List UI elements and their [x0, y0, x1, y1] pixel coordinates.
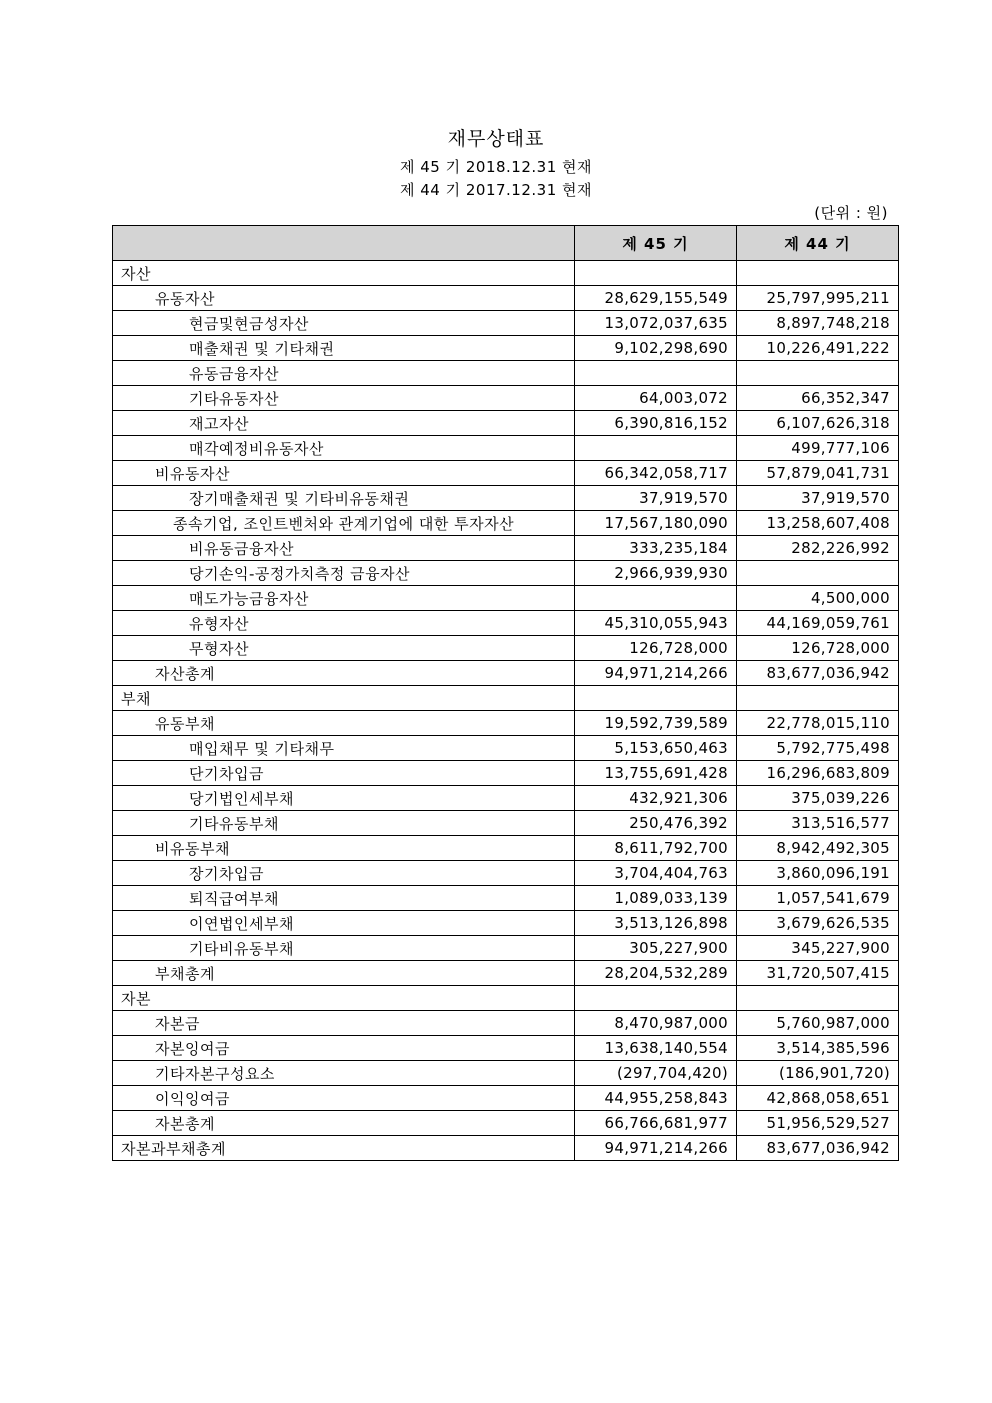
row-label: 기타비유동부채 — [113, 936, 575, 961]
row-label: 장기차입금 — [113, 861, 575, 886]
table-row — [113, 786, 899, 811]
row-value-current: 66,766,681,977 — [575, 1111, 737, 1136]
row-label: 단기차입금 — [113, 761, 575, 786]
row-label: 자본금 — [113, 1011, 575, 1036]
table-row — [113, 861, 899, 886]
row-value-current: 19,592,739,589 — [575, 711, 737, 736]
row-value-prior: 282,226,992 — [737, 536, 899, 561]
row-value-current: 1,089,033,139 — [575, 886, 737, 911]
unit-label: (단위 : 원) — [814, 204, 888, 222]
row-label: 현금및현금성자산 — [113, 311, 575, 336]
row-label: 자본 — [113, 986, 575, 1011]
row-value-prior: 3,860,096,191 — [737, 861, 899, 886]
table-body — [113, 261, 899, 1161]
document-title: 재무상태표 — [447, 128, 545, 150]
row-value-prior: 499,777,106 — [737, 436, 899, 461]
table-row — [113, 686, 899, 711]
table-row — [113, 1061, 899, 1086]
row-value-current: 333,235,184 — [575, 536, 737, 561]
period-prior: 제 44 기 2017.12.31 현재 — [399, 181, 592, 199]
row-value-prior: 5,760,987,000 — [737, 1011, 899, 1036]
row-value-prior: 3,679,626,535 — [737, 911, 899, 936]
row-value-prior: 16,296,683,809 — [737, 761, 899, 786]
row-label: 부채 — [113, 686, 575, 711]
row-label: 장기매출채권 및 기타비유동채권 — [113, 486, 575, 511]
table-row — [113, 811, 899, 836]
row-value-current: (297,704,420) — [575, 1061, 737, 1086]
table-row — [113, 1086, 899, 1111]
table-row — [113, 761, 899, 786]
row-value-prior: 37,919,570 — [737, 486, 899, 511]
row-label: 이익잉여금 — [113, 1086, 575, 1111]
row-value-current: 3,704,404,763 — [575, 861, 737, 886]
row-value-current — [575, 986, 737, 1011]
table-row — [113, 611, 899, 636]
row-label: 부채총계 — [113, 961, 575, 986]
row-value-prior: 8,897,748,218 — [737, 311, 899, 336]
header-prior-period: 제 44 기 — [737, 226, 899, 261]
row-value-prior: 83,677,036,942 — [737, 661, 899, 686]
table-row — [113, 361, 899, 386]
table-row — [113, 1011, 899, 1036]
row-value-current: 13,755,691,428 — [575, 761, 737, 786]
table-row — [113, 311, 899, 336]
header-account — [113, 226, 575, 261]
row-value-current — [575, 436, 737, 461]
row-label: 자산총계 — [113, 661, 575, 686]
table-row — [113, 911, 899, 936]
row-label: 자산 — [113, 261, 575, 286]
row-label: 매입채무 및 기타채무 — [113, 736, 575, 761]
row-value-prior: 31,720,507,415 — [737, 961, 899, 986]
row-value-prior: 22,778,015,110 — [737, 711, 899, 736]
row-value-current — [575, 686, 737, 711]
table-row — [113, 286, 899, 311]
row-value-current: 8,470,987,000 — [575, 1011, 737, 1036]
row-label: 자본과부채총계 — [113, 1136, 575, 1161]
table-row — [113, 261, 899, 286]
table-row — [113, 461, 899, 486]
row-value-current: 6,390,816,152 — [575, 411, 737, 436]
row-value-current: 94,971,214,266 — [575, 1136, 737, 1161]
period-current: 제 45 기 2018.12.31 현재 — [399, 158, 592, 176]
row-label: 이연법인세부채 — [113, 911, 575, 936]
table-header-row — [113, 226, 899, 261]
table-row — [113, 1136, 899, 1161]
table-row — [113, 736, 899, 761]
row-label: 유동자산 — [113, 286, 575, 311]
table-row — [113, 536, 899, 561]
row-value-current: 17,567,180,090 — [575, 511, 737, 536]
row-value-current: 66,342,058,717 — [575, 461, 737, 486]
table-row — [113, 486, 899, 511]
row-label: 재고자산 — [113, 411, 575, 436]
row-value-prior: 66,352,347 — [737, 386, 899, 411]
row-label: 당기손익-공정가치측정 금융자산 — [113, 561, 575, 586]
row-value-prior: 375,039,226 — [737, 786, 899, 811]
row-label: 무형자산 — [113, 636, 575, 661]
row-value-prior: 51,956,529,527 — [737, 1111, 899, 1136]
row-value-prior: 10,226,491,222 — [737, 336, 899, 361]
row-label: 매출채권 및 기타채권 — [113, 336, 575, 361]
row-value-prior: 8,942,492,305 — [737, 836, 899, 861]
table-row — [113, 661, 899, 686]
row-value-current: 37,919,570 — [575, 486, 737, 511]
table-row — [113, 836, 899, 861]
row-value-prior — [737, 686, 899, 711]
row-label: 유동부채 — [113, 711, 575, 736]
row-value-prior: 42,868,058,651 — [737, 1086, 899, 1111]
table-row — [113, 511, 899, 536]
header-current-period: 제 45 기 — [575, 226, 737, 261]
row-value-current — [575, 586, 737, 611]
balance-sheet-table — [112, 225, 899, 1161]
row-value-prior: 1,057,541,679 — [737, 886, 899, 911]
table-row — [113, 636, 899, 661]
row-value-current: 3,513,126,898 — [575, 911, 737, 936]
table-row — [113, 936, 899, 961]
row-label: 기타유동부채 — [113, 811, 575, 836]
row-label: 유형자산 — [113, 611, 575, 636]
row-value-current — [575, 261, 737, 286]
row-label: 비유동금융자산 — [113, 536, 575, 561]
row-value-prior: (186,901,720) — [737, 1061, 899, 1086]
row-value-prior: 313,516,577 — [737, 811, 899, 836]
row-value-current: 28,204,532,289 — [575, 961, 737, 986]
row-value-prior: 6,107,626,318 — [737, 411, 899, 436]
row-label: 매도가능금융자산 — [113, 586, 575, 611]
row-label: 비유동자산 — [113, 461, 575, 486]
table-row — [113, 411, 899, 436]
row-label: 당기법인세부채 — [113, 786, 575, 811]
table-row — [113, 986, 899, 1011]
row-value-prior: 5,792,775,498 — [737, 736, 899, 761]
row-value-current: 8,611,792,700 — [575, 836, 737, 861]
row-value-current: 432,921,306 — [575, 786, 737, 811]
table-row — [113, 1036, 899, 1061]
row-label: 퇴직급여부채 — [113, 886, 575, 911]
row-value-prior — [737, 561, 899, 586]
row-value-current — [575, 361, 737, 386]
row-value-prior: 83,677,036,942 — [737, 1136, 899, 1161]
row-value-prior: 25,797,995,211 — [737, 286, 899, 311]
row-value-current: 13,638,140,554 — [575, 1036, 737, 1061]
row-value-current: 126,728,000 — [575, 636, 737, 661]
row-value-current: 13,072,037,635 — [575, 311, 737, 336]
table-row — [113, 386, 899, 411]
row-value-current: 9,102,298,690 — [575, 336, 737, 361]
row-label: 자본총계 — [113, 1111, 575, 1136]
table-row — [113, 886, 899, 911]
table-row — [113, 561, 899, 586]
row-label: 종속기업, 조인트벤처와 관계기업에 대한 투자자산 — [113, 511, 575, 536]
row-value-prior — [737, 986, 899, 1011]
table-row — [113, 336, 899, 361]
row-value-prior — [737, 361, 899, 386]
row-value-prior: 4,500,000 — [737, 586, 899, 611]
row-value-prior — [737, 261, 899, 286]
row-value-prior: 57,879,041,731 — [737, 461, 899, 486]
row-label: 유동금융자산 — [113, 361, 575, 386]
row-value-current: 2,966,939,930 — [575, 561, 737, 586]
row-label: 기타자본구성요소 — [113, 1061, 575, 1086]
table-row — [113, 586, 899, 611]
row-value-current: 5,153,650,463 — [575, 736, 737, 761]
row-value-prior: 13,258,607,408 — [737, 511, 899, 536]
row-value-current: 28,629,155,549 — [575, 286, 737, 311]
table-row — [113, 961, 899, 986]
row-value-current: 250,476,392 — [575, 811, 737, 836]
row-value-current: 305,227,900 — [575, 936, 737, 961]
row-value-prior: 345,227,900 — [737, 936, 899, 961]
row-label: 자본잉여금 — [113, 1036, 575, 1061]
row-label: 매각예정비유동자산 — [113, 436, 575, 461]
row-label: 비유동부채 — [113, 836, 575, 861]
row-value-prior: 126,728,000 — [737, 636, 899, 661]
row-label: 기타유동자산 — [113, 386, 575, 411]
row-value-prior: 3,514,385,596 — [737, 1036, 899, 1061]
table-row — [113, 1111, 899, 1136]
table-row — [113, 711, 899, 736]
row-value-prior: 44,169,059,761 — [737, 611, 899, 636]
row-value-current: 94,971,214,266 — [575, 661, 737, 686]
row-value-current: 64,003,072 — [575, 386, 737, 411]
row-value-current: 45,310,055,943 — [575, 611, 737, 636]
row-value-current: 44,955,258,843 — [575, 1086, 737, 1111]
table-row — [113, 436, 899, 461]
